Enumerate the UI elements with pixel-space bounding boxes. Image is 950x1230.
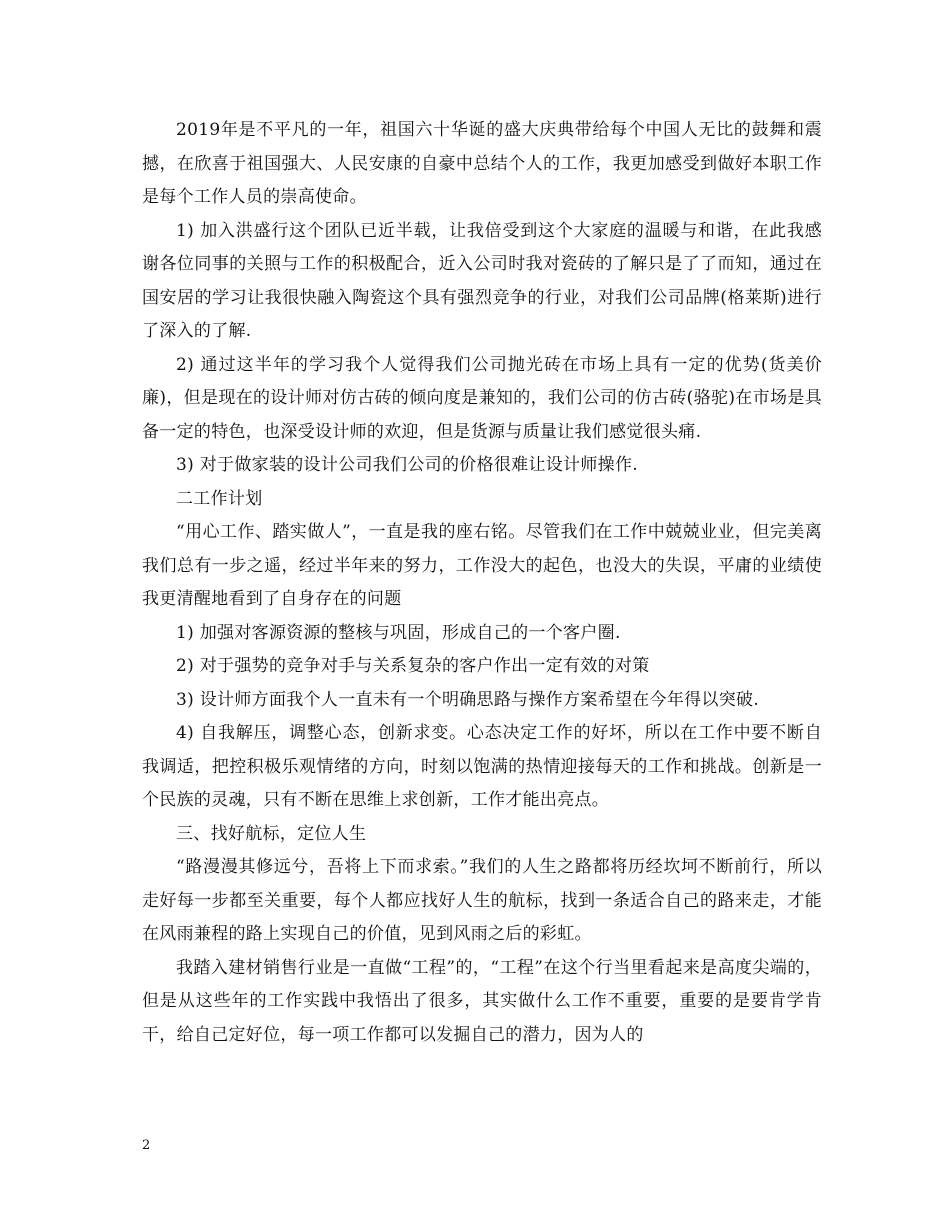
paragraph-motto: “用心工作、踏实做人”，一直是我的座右铭。尽管我们在工作中兢兢业业，但完美离我们总有一步之遥，经过半年来的努力，工作没大的起色，也没大的失误，平庸的业绩使我更清醒地看到了自身存在的问题 xyxy=(142,522,822,609)
page-number: 2 xyxy=(142,1138,151,1153)
section-heading-work-plan: 二工作计划 xyxy=(176,488,263,509)
body-text xyxy=(142,114,822,1052)
paragraph-plan-2: 2) 对于强势的竞争对手与关系复杂的客户作出一定有效的对策 xyxy=(176,656,650,676)
section-heading-life-goal: 三、找好航标，定位人生 xyxy=(176,823,367,844)
paragraph-plan-3: 3) 设计师方面我个人一直未有一个明确思路与操作方案希望在今年得以突破. xyxy=(176,689,760,710)
paragraph-intro: 2019年是不平凡的一年，祖国六十华诞的盛大庆典带给每个中国人无比的鼓舞和震撼，在欣喜于祖国强大、人民安康的自豪中总结个人的工作，我更加感受到做好本职工作是每个工作人员的崇高使命。 xyxy=(142,120,822,207)
paragraph-career: 我踏入建材销售行业是一直做“工程”的，“工程”在这个行当里看起来是高度尖端的，但是从这些年的工作实践中我悟出了很多，其实做什么工作不重要，重要的是要肯学肯干，给自己定好位，每一项工作都可以发掘自己的潜力，因为人的 xyxy=(142,957,822,1045)
paragraph-point-3: 3) 对于做家装的设计公司我们公司的价格很难让设计师操作. xyxy=(176,455,638,475)
paragraph-plan-4: 4) 自我解压，调整心态，创新求变。心态决定工作的好坏，所以在工作中要不断自我调适，把控积极乐观情绪的方向，时刻以饱满的热情迎接每天的工作和挑战。创新是一个民族的灵魂，只有不断在思维上求创新，工作才能出亮点。 xyxy=(142,723,822,810)
paragraph-point-1: 1) 加入洪盛行这个团队已近半载，让我倍受到这个大家庭的温暖与和谐，在此我感谢各位同事的关照与工作的积极配合，近入公司时我对瓷砖的了解只是了了而知，通过在国安居的学习让我很快融入陶瓷这个具有强烈竞争的行业，对我们公司品牌(格莱斯)进行了深入的了解. xyxy=(142,220,822,341)
paragraph-plan-1: 1) 加强对客源资源的整核与巩固，形成自己的一个客户圈. xyxy=(176,622,621,643)
paragraph-quote: “路漫漫其修远兮，吾将上下而求索。”我们的人生之路都将历经坎坷不断前行，所以走好每一步都至关重要，每个人都应找好人生的航标，找到一条适合自己的路来走，才能在风雨兼程的路上实现自己的价值，见到风雨之后的彩虹。 xyxy=(142,857,822,944)
paragraph-point-2: 2) 通过这半年的学习我个人觉得我们公司抛光砖在市场上具有一定的优势(货美价廉)，但是现在的设计师对仿古砖的倾向度是兼知的，我们公司的仿古砖(骆驼)在市场是具备一定的特色，也深受设计师的欢迎，但是货源与质量让我们感觉很头痛. xyxy=(142,354,822,442)
